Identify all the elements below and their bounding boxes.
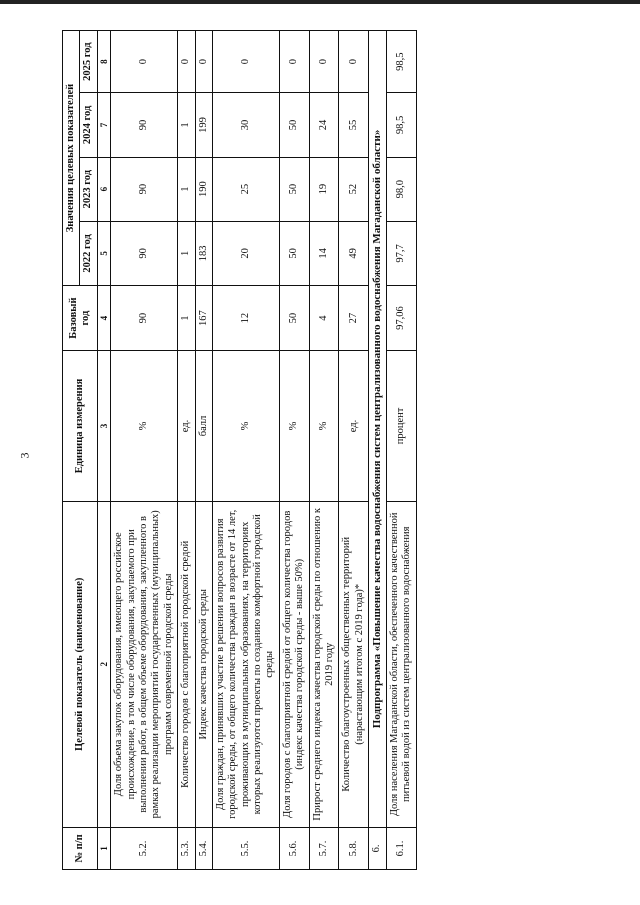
subprogram-num: 6.	[369, 827, 387, 869]
scan-edge	[0, 0, 640, 4]
row-unit: балл	[195, 351, 212, 502]
header-unit: Единица измерения	[63, 351, 98, 502]
row-num: 5.8.	[339, 827, 369, 869]
row-2022: 97,7	[387, 221, 417, 285]
row-num: 5.7.	[309, 827, 339, 869]
row-base: 50	[279, 285, 309, 350]
row-unit: ед.	[178, 351, 195, 502]
row-base: 97,06	[387, 285, 417, 350]
row-2023: 25	[212, 157, 279, 221]
col-num: 7	[97, 93, 111, 157]
row-unit: %	[212, 351, 279, 502]
header-2022: 2022 год	[80, 221, 97, 285]
header-2025: 2025 год	[80, 31, 97, 93]
row-unit: процент	[387, 351, 417, 502]
col-num: 3	[97, 351, 111, 502]
row-2023: 50	[279, 157, 309, 221]
header-name: Целевой показатель (наименование)	[63, 501, 98, 827]
row-2024: 199	[195, 93, 212, 157]
row-unit: ед.	[339, 351, 369, 502]
row-base: 167	[195, 285, 212, 350]
row-name: Доля населения Магаданской области, обеспеченного качественной питьевой водой из систем централизованного водоснабжения	[387, 501, 417, 827]
row-2023: 90	[111, 157, 178, 221]
row-name: Индекс качества городской среды	[195, 501, 212, 827]
table-row	[387, 31, 417, 870]
table-row	[279, 31, 309, 870]
row-2023: 1	[178, 157, 195, 221]
row-unit: %	[309, 351, 339, 502]
indicators-table	[62, 30, 417, 870]
row-base: 4	[309, 285, 339, 350]
col-num: 1	[97, 827, 111, 869]
rotated-table-container	[62, 30, 632, 870]
row-2022: 14	[309, 221, 339, 285]
row-2022: 50	[279, 221, 309, 285]
header-num: № п/п	[63, 827, 98, 869]
col-num: 8	[97, 31, 111, 93]
table-row	[178, 31, 195, 870]
row-2022: 90	[111, 221, 178, 285]
row-2023: 52	[339, 157, 369, 221]
row-2025: 0	[309, 31, 339, 93]
row-base: 12	[212, 285, 279, 350]
header-group: Значения целевых показателей	[63, 31, 80, 286]
row-2022: 1	[178, 221, 195, 285]
header-base: Базовый год	[63, 285, 98, 350]
col-num: 6	[97, 157, 111, 221]
page-number: 3	[17, 452, 32, 459]
row-base: 90	[111, 285, 178, 350]
row-2024: 98,5	[387, 93, 417, 157]
row-2025: 0	[339, 31, 369, 93]
col-num: 4	[97, 285, 111, 350]
row-2023: 190	[195, 157, 212, 221]
row-2022: 20	[212, 221, 279, 285]
table-row	[339, 31, 369, 870]
row-2023: 19	[309, 157, 339, 221]
header-2023: 2023 год	[80, 157, 97, 221]
row-unit: %	[111, 351, 178, 502]
row-base: 27	[339, 285, 369, 350]
row-name: Доля граждан, принявших участие в решении вопросов развития городской среды, от общего количества граждан в возрасте от 14 лет, проживающих в муниципальных образованиях, на территориях которых реализуются проекты по созданию комфортной городской среды	[212, 501, 279, 827]
row-unit: %	[279, 351, 309, 502]
table-row	[309, 31, 339, 870]
row-name: Количество благоустроенных общественных территорий (нарастающим итогом с 2019 года)*	[339, 501, 369, 827]
row-num: 5.3.	[178, 827, 195, 869]
row-2025: 0	[178, 31, 195, 93]
header-row-1	[63, 31, 80, 870]
row-2024: 90	[111, 93, 178, 157]
row-2022: 183	[195, 221, 212, 285]
row-num: 6.1.	[387, 827, 417, 869]
row-name: Прирост среднего индекса качества городской среды по отношению к 2019 году	[309, 501, 339, 827]
col-num: 2	[97, 501, 111, 827]
row-2022: 49	[339, 221, 369, 285]
row-2023: 98,0	[387, 157, 417, 221]
row-base: 1	[178, 285, 195, 350]
row-2024: 50	[279, 93, 309, 157]
row-2024: 24	[309, 93, 339, 157]
row-name: Доля городов с благоприятной средой от общего количества городов (индекс качества городской среды - выше 50%)	[279, 501, 309, 827]
row-num: 5.2.	[111, 827, 178, 869]
row-num: 5.5.	[212, 827, 279, 869]
row-name: Доля объема закупок оборудования, имеющего российское происхождение, в том числе оборудования, закупаемого при выполнении работ, в общем объеме оборудования, закупленного в рамках реализации мероприятий государственных (муниципальных) программ современной городской среды	[111, 501, 178, 827]
col-num: 5	[97, 221, 111, 285]
row-2024: 30	[212, 93, 279, 157]
subprogram-title: Подпрограмма «Повышение качества водоснабжения систем централизованного водоснабжения Магаданской области»	[369, 31, 387, 828]
row-2025: 0	[212, 31, 279, 93]
row-num: 5.4.	[195, 827, 212, 869]
table-row	[212, 31, 279, 870]
header-2024: 2024 год	[80, 93, 97, 157]
row-2025: 0	[195, 31, 212, 93]
row-2025: 0	[279, 31, 309, 93]
row-2024: 55	[339, 93, 369, 157]
subprogram-row	[369, 31, 387, 870]
row-2025: 0	[111, 31, 178, 93]
row-2024: 1	[178, 93, 195, 157]
column-number-row	[97, 31, 111, 870]
row-num: 5.6.	[279, 827, 309, 869]
table-row	[111, 31, 178, 870]
row-name: Количество городов с благоприятной городской средой	[178, 501, 195, 827]
row-2025: 98,5	[387, 31, 417, 93]
table-row	[195, 31, 212, 870]
